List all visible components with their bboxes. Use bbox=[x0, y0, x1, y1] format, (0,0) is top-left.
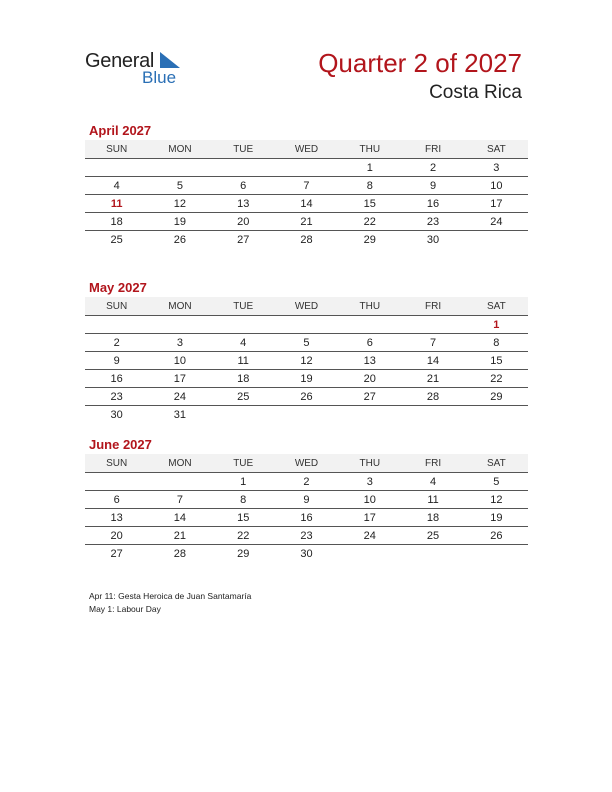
day-cell: 20 bbox=[363, 372, 376, 385]
day-cell: 7 bbox=[303, 179, 310, 192]
weekday-header: SUN bbox=[106, 143, 128, 155]
week-row bbox=[85, 406, 528, 423]
week-row bbox=[85, 195, 528, 213]
day-cell: 24 bbox=[490, 215, 503, 228]
day-cell: 6 bbox=[240, 179, 247, 192]
day-cell: 19 bbox=[300, 372, 313, 385]
weekday-header: THU bbox=[359, 300, 381, 312]
day-cell: 27 bbox=[237, 233, 250, 246]
day-cell: 13 bbox=[363, 354, 376, 367]
day-cell: 4 bbox=[240, 336, 247, 349]
day-cell: 1 bbox=[240, 475, 247, 488]
weekday-header: WED bbox=[294, 143, 319, 155]
weekday-header: SAT bbox=[486, 143, 506, 155]
day-cell: 24 bbox=[363, 529, 376, 542]
calendar-april bbox=[85, 140, 528, 248]
weekday-header: WED bbox=[294, 457, 319, 469]
day-cell: 2 bbox=[113, 336, 120, 349]
day-cell: 24 bbox=[173, 390, 187, 403]
weekday-header: FRI bbox=[424, 143, 442, 155]
day-cell: 27 bbox=[110, 547, 123, 560]
week-row bbox=[85, 316, 528, 334]
day-cell: 8 bbox=[366, 179, 373, 192]
week-row bbox=[85, 352, 528, 370]
day-cell: 21 bbox=[300, 215, 313, 228]
weekday-header-row bbox=[85, 454, 528, 473]
day-cell: 26 bbox=[300, 390, 313, 403]
day-cell: 3 bbox=[366, 475, 373, 488]
week-row bbox=[85, 159, 528, 177]
day-cell: 23 bbox=[300, 529, 313, 542]
day-cell: 22 bbox=[237, 529, 250, 542]
day-cell: 30 bbox=[300, 547, 313, 560]
day-cell: 18 bbox=[110, 215, 123, 228]
day-cell: 17 bbox=[173, 372, 187, 385]
weekday-header: FRI bbox=[424, 457, 442, 469]
month-title-june: June 2027 bbox=[89, 437, 152, 452]
day-cell: 23 bbox=[426, 215, 440, 228]
day-cell: 29 bbox=[237, 547, 250, 560]
day-cell: 16 bbox=[110, 372, 123, 385]
day-cell: 20 bbox=[110, 529, 123, 542]
day-cell: 19 bbox=[490, 511, 503, 524]
day-cell: 19 bbox=[173, 215, 187, 228]
calendar-june bbox=[85, 454, 528, 562]
day-cell: 17 bbox=[363, 511, 376, 524]
logo-blue-text: Blue bbox=[142, 68, 177, 87]
day-cell: 25 bbox=[110, 233, 123, 246]
day-cell: 10 bbox=[173, 354, 187, 367]
day-cell: 1 bbox=[493, 318, 500, 331]
weekday-header: SAT bbox=[486, 457, 506, 469]
day-cell: 12 bbox=[173, 197, 187, 210]
day-cell: 4 bbox=[429, 475, 437, 488]
day-cell: 14 bbox=[426, 354, 440, 367]
day-cell: 29 bbox=[363, 233, 376, 246]
day-cell: 5 bbox=[493, 475, 500, 488]
day-cell: 3 bbox=[493, 161, 500, 174]
week-row bbox=[85, 213, 528, 231]
day-cell: 26 bbox=[490, 529, 503, 542]
weekday-header: WED bbox=[294, 300, 319, 312]
holiday-note: Apr 11: Gesta Heroica de Juan Santamaría bbox=[89, 591, 252, 601]
weekday-header: THU bbox=[359, 143, 381, 155]
day-cell: 21 bbox=[173, 529, 187, 542]
day-cell: 9 bbox=[429, 179, 437, 192]
calendar-may bbox=[85, 297, 528, 423]
weekday-header: MON bbox=[168, 300, 192, 312]
weekday-header: TUE bbox=[233, 143, 254, 155]
week-row bbox=[85, 370, 528, 388]
day-cell: 17 bbox=[490, 197, 503, 210]
day-cell: 28 bbox=[173, 547, 187, 560]
day-cell: 18 bbox=[426, 511, 440, 524]
day-cell: 15 bbox=[490, 354, 503, 367]
day-cell: 2 bbox=[303, 475, 310, 488]
weekday-header-row bbox=[85, 140, 528, 159]
day-cell: 15 bbox=[237, 511, 250, 524]
day-cell: 23 bbox=[110, 390, 123, 403]
country-name: Costa Rica bbox=[429, 82, 522, 103]
week-row bbox=[85, 334, 528, 352]
day-cell: 28 bbox=[300, 233, 313, 246]
day-cell: 30 bbox=[110, 408, 123, 421]
day-cell: 10 bbox=[363, 493, 376, 506]
week-row bbox=[85, 177, 528, 195]
week-row bbox=[85, 231, 528, 248]
day-cell: 8 bbox=[240, 493, 247, 506]
day-cell: 18 bbox=[237, 372, 250, 385]
day-cell: 3 bbox=[176, 336, 183, 349]
day-cell: 12 bbox=[300, 354, 313, 367]
month-title-april: April 2027 bbox=[89, 123, 152, 138]
day-cell: 22 bbox=[490, 372, 503, 385]
day-cell: 14 bbox=[300, 197, 313, 210]
day-cell: 20 bbox=[237, 215, 250, 228]
day-cell: 11 bbox=[110, 197, 123, 210]
day-cell: 25 bbox=[237, 390, 250, 403]
holiday-note: May 1: Labour Day bbox=[89, 604, 161, 614]
weekday-header: SUN bbox=[106, 457, 128, 469]
day-cell: 9 bbox=[113, 354, 120, 367]
weekday-header: TUE bbox=[233, 300, 254, 312]
week-row bbox=[85, 527, 528, 545]
day-cell: 6 bbox=[113, 493, 120, 506]
week-row bbox=[85, 545, 528, 562]
week-row bbox=[85, 509, 528, 527]
day-cell: 2 bbox=[429, 161, 437, 174]
day-cell: 7 bbox=[176, 493, 183, 506]
weekday-header: MON bbox=[168, 143, 192, 155]
day-cell: 13 bbox=[237, 197, 250, 210]
day-cell: 15 bbox=[363, 197, 376, 210]
day-cell: 21 bbox=[426, 372, 440, 385]
weekday-header-row bbox=[85, 297, 528, 316]
day-cell: 11 bbox=[237, 354, 249, 367]
day-cell: 12 bbox=[490, 493, 503, 506]
day-cell: 25 bbox=[426, 529, 440, 542]
day-cell: 4 bbox=[113, 179, 120, 192]
day-cell: 27 bbox=[363, 390, 376, 403]
day-cell: 28 bbox=[426, 390, 440, 403]
day-cell: 16 bbox=[300, 511, 313, 524]
page-title: Quarter 2 of 2027 bbox=[318, 48, 522, 78]
weekday-header: SUN bbox=[106, 300, 128, 312]
logo-general-text: General bbox=[85, 50, 155, 72]
week-row bbox=[85, 473, 528, 491]
month-title-may: May 2027 bbox=[89, 280, 147, 295]
day-cell: 29 bbox=[490, 390, 503, 403]
day-cell: 8 bbox=[493, 336, 500, 349]
day-cell: 13 bbox=[110, 511, 123, 524]
logo bbox=[85, 50, 195, 90]
day-cell: 7 bbox=[429, 336, 437, 349]
week-row bbox=[85, 388, 528, 406]
day-cell: 31 bbox=[173, 408, 187, 421]
weekday-header: SAT bbox=[486, 300, 506, 312]
holiday-notes bbox=[89, 590, 251, 616]
day-cell: 22 bbox=[363, 215, 376, 228]
day-cell: 9 bbox=[303, 493, 310, 506]
weekday-header: TUE bbox=[233, 457, 254, 469]
day-cell: 16 bbox=[426, 197, 440, 210]
weekday-header: FRI bbox=[424, 300, 442, 312]
day-cell: 5 bbox=[303, 336, 310, 349]
day-cell: 6 bbox=[366, 336, 373, 349]
day-cell: 10 bbox=[490, 179, 503, 192]
day-cell: 26 bbox=[173, 233, 187, 246]
weekday-header: MON bbox=[168, 457, 192, 469]
week-row bbox=[85, 491, 528, 509]
day-cell: 30 bbox=[426, 233, 440, 246]
day-cell: 11 bbox=[427, 493, 439, 506]
weekday-header: THU bbox=[359, 457, 381, 469]
day-cell: 14 bbox=[173, 511, 187, 524]
day-cell: 1 bbox=[366, 161, 373, 174]
day-cell: 5 bbox=[176, 179, 183, 192]
